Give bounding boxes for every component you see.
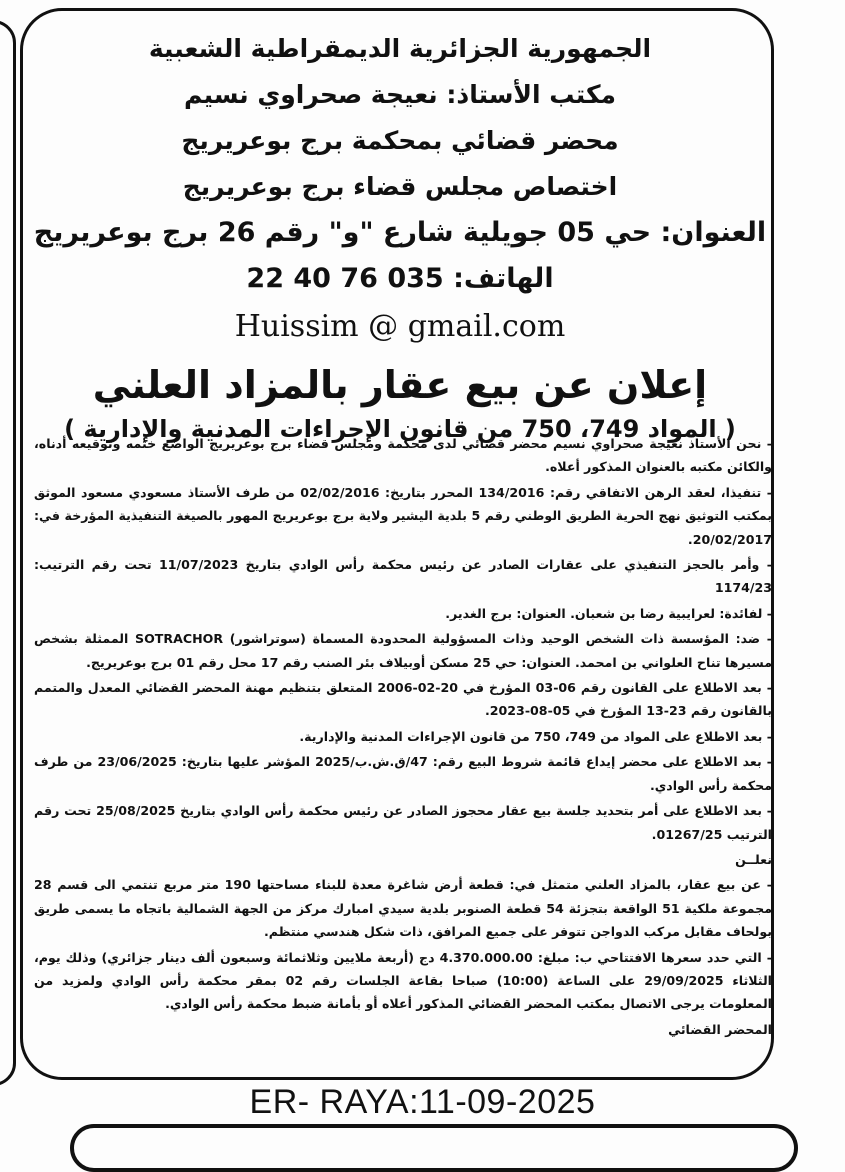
ad-header [30, 26, 770, 446]
announce-heading: نعلــن [735, 851, 772, 867]
paragraph: - تنفيذا، لعقد الرهن الاتفاقي رقم: 134/2016 المحرر بتاريخ: 02/02/2016 من طرف الأستاذ مسعودي مسعود الموثق بمكتب التوثيق نهج الحرية الطريق الوطني رقم 5 بلدية اليشير ولاية برج بوعريريج المهور بالصيغة التنفيذية المؤرخة في: 20/02/2017. [34, 484, 773, 547]
paragraph: - بعد الاطلاع على محضر إيداع قائمة شروط البيع رقم: 47/ق.ش.ب/2025 المؤشر عليها بتاريخ: 23/06/2025 من طرف محكمة رأس الوادي. [34, 754, 772, 793]
republic-line: الجمهورية الجزائرية الديمقراطية الشعبية [148, 34, 652, 63]
paragraph: - وأمر بالحجز التنفيذي على عقارات الصادر عن رئيس محكمة رأس الوادي بتاريخ 11/07/2023 تحت رقم الترتيب: 1174/23 [34, 557, 772, 596]
notice-title: إعلان عن بيع عقار بالمزاد العلني [92, 363, 708, 407]
paragraph: - بعد الاطلاع على أمر بتحديد جلسة بيع عقار محجوز الصادر عن رئيس محكمة رأس الوادي بتاريخ 25/08/2025 تحت رقم الترتيب 01267/25. [34, 803, 773, 842]
adjacent-ad-border [0, 20, 16, 1086]
paragraph: - ضد: المؤسسة ذات الشخص الوحيد وذات المسؤولية المحدودة المسماة (سوتراشور) SOTRACHOR الممثلة بشخص مسيرها تناح العلواني بن امحمد. العنوان: حي 25 مسكن أوبيلاف بئر الصنب رقم 17 محل رقم 01 برج بوعريريج. [34, 631, 772, 670]
notice-subtitle: ( المواد 749، 750 من قانون الإجراءات المدنية والإدارية ) [64, 415, 736, 443]
paragraph: - نحن الأستاذ نعيجة صحراوي نسيم محضر قضائي لدى محكمة ومجلس قضاء برج بوعريريج الواضع ختمه وتوقيعه أدناه، والكائن مكتبه بالعنوان المذكور أعلاه. [34, 436, 772, 475]
phone-line: الهاتف: 035 76 40 22 [246, 263, 554, 294]
publication-stamp: ER- RAYA:11-09-2025 [249, 1083, 596, 1121]
email-line: Huissim @ gmail.com [234, 309, 566, 344]
office-line: مكتب الأستاذ: نعيجة صحراوي نسيم [184, 80, 616, 109]
paragraph: - عن بيع عقار، بالمزاد العلني متمثل في: قطعة أرض شاغرة معدة للبناء مساحتها 190 متر مربع تنتمي الى قسم 28 مجموعة ملكية 51 الواقعة بتجزئة 54 قطعة الصنوبر بلدية سيدي امبارك مركز من الجهة الشمالية باتجاه ما يسمى طريق بولحاف مقابل مركب الدواجن تتوفر على جميع المرافق، ذات شكل هندسي منتظم. [34, 877, 772, 940]
paragraph: - بعد الاطلاع على المواد من 749، 750 من قانون الإجراءات المدنية والإدارية. [299, 728, 772, 744]
next-ad-border [70, 1124, 798, 1172]
paragraph: - التي حدد سعرها الافتتاحي ب: مبلغ: 4.370.000.00 دج (أربعة ملايين وثلاثمائة وسبعون ألف دينار جزائري) وذلك يوم، الثلاثاء 29/09/2025 على الساعة (10:00) صباحا بقاعة الجلسات رقم 02 بمقر محكمة رأس الوادي ولمزيد من المعلومات يرجى الاتصال بمكتب المحضر القضائي المذكور أعلاه أو بأمانة ضبط محكمة رأس الوادي. [34, 949, 772, 1012]
court-line: محضر قضائي بمحكمة برج بوعريريج [181, 126, 619, 155]
notice-body [34, 432, 772, 1043]
jurisdiction-line: اختصاص مجلس قضاء برج بوعريريج [182, 172, 618, 201]
address-line: العنوان: حي 05 جويلية شارع "و" رقم 26 برج بوعريريج [33, 217, 767, 248]
paragraph: - لفائدة: لعرايبية رضا بن شعبان. العنوان: برج الغدير. [445, 605, 772, 621]
signature-label: المحضر القضائي [668, 1021, 772, 1037]
paragraph: - بعد الاطلاع على القانون رقم 06-03 المؤرخ في 20-02-2006 المتعلق بتنظيم مهنة المحضر القضائي المعدل والمتمم بالقانون رقم 23-13 المؤرخ في 05-08-2023. [34, 680, 772, 719]
